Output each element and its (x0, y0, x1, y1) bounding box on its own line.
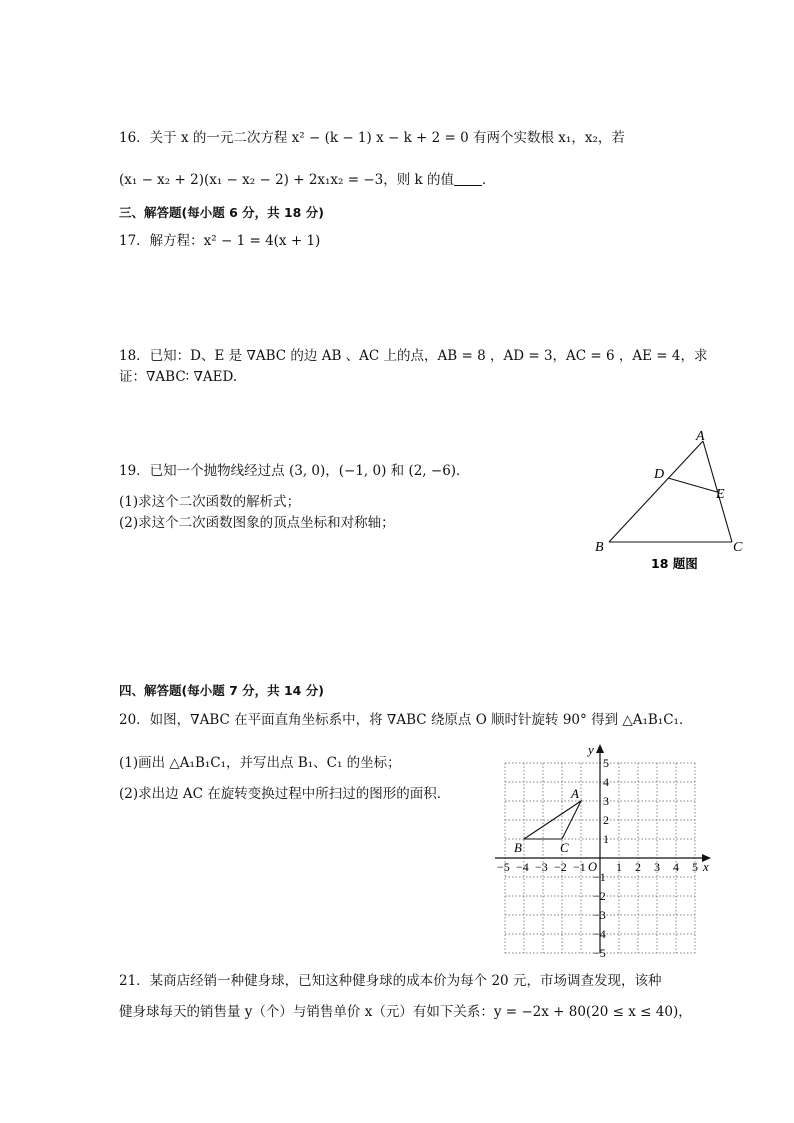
x-tick-label: −2 (554, 860, 567, 874)
q16-line-2-text: (x₁ − x₂ + 2)(x₁ − x₂ − 2) + 2x₁x₂ = −3，则 k 的值 (119, 172, 455, 188)
x-tick-label: 2 (635, 860, 641, 874)
x-tick-label: 4 (673, 860, 679, 874)
fig18-segment-de (668, 478, 717, 492)
q17-text: 17．解方程：x² − 1 = 4(x + 1) (119, 233, 321, 249)
y-tick-label: −4 (593, 927, 606, 941)
section-4-title: 四、解答题(每小题 7 分，共 14 分) (119, 683, 324, 698)
q20-stem: 20．如图，∇ABC 在平面直角坐标系中，将 ∇ABC 绕原点 O 顺时针旋转 90° 得到 △A₁B₁C₁． (119, 712, 693, 728)
q18-line-2: 证：∇ABC∶ ∇AED. (119, 369, 238, 385)
y-tick-label: −2 (593, 889, 606, 903)
y-tick-label: −1 (593, 870, 606, 884)
y-tick-label: 5 (603, 756, 609, 770)
x-tick-label: −5 (497, 860, 510, 874)
q16-line-2 (119, 171, 496, 189)
x-tick-label: 5 (692, 860, 698, 874)
y-tick-label: −3 (593, 908, 606, 922)
fig20-y-axis-arrow (596, 744, 604, 753)
q21-line-2: 健身球每天的销售量 y（个）与销售单价 x（元）有如下关系：y = −2x + 80(20 ≤ x ≤ 40)， (119, 1004, 692, 1020)
figure-18-triangle (585, 420, 760, 580)
fig20-x-axis-label: x (703, 859, 709, 874)
x-tick-label: −4 (516, 860, 529, 874)
fig18-label-e: E (716, 487, 725, 502)
q20-part-1: (1)画出 △A₁B₁C₁，并写出点 B₁、C₁ 的坐标； (119, 755, 401, 771)
fig18-label-b: B (595, 540, 604, 555)
q16-line-2-end: ． (482, 172, 496, 188)
q18-line-1: 18．已知：D、E 是 ∇ABC 的边 AB 、AC 上的点，AB = 8 ，AD = 3，AC = 6 ，AE = 4，求 (119, 348, 708, 364)
fig18-edge-ab (609, 441, 703, 542)
fig20-point-b-label: B (514, 840, 522, 855)
x-tick-label: −1 (573, 860, 586, 874)
section-3-title: 三、解答题(每小题 6 分，共 18 分) (119, 205, 324, 220)
fig18-label-c: C (733, 540, 743, 555)
y-tick-label: −5 (593, 946, 606, 960)
x-tick-label: 3 (654, 860, 660, 874)
fig18-label-a: A (696, 429, 705, 444)
y-tick-label: 2 (603, 813, 609, 827)
fig20-y-axis-label: y (588, 742, 594, 757)
q20-part-2: (2)求出边 AC 在旋转变换过程中所扫过的图形的面积． (119, 786, 451, 802)
fig20-origin-label: O (588, 860, 598, 874)
x-tick-label: 1 (616, 860, 622, 874)
y-tick-label: 1 (603, 832, 609, 846)
q19-part-2: (2)求这个二次函数图象的顶点坐标和对称轴； (119, 515, 395, 531)
fig18-caption: 18 题图 (651, 556, 698, 571)
y-tick-label: 3 (603, 794, 609, 808)
fig20-point-a-label: A (571, 786, 579, 801)
q16-line-1: 16．关于 x 的一元二次方程 x² − (k − 1) x − k + 2 = 0 有两个实数根 x₁，x₂，若 (119, 130, 625, 146)
answer-blank[interactable] (454, 171, 482, 186)
q19-stem: 19．已知一个抛物线经过点 (3, 0)，(−1, 0) 和 (2, −6)． (119, 463, 470, 479)
x-tick-label: −3 (535, 860, 548, 874)
q19-part-1: (1)求这个二次函数的解析式； (119, 494, 301, 510)
fig20-point-c-label: C (560, 840, 569, 855)
fig18-label-d: D (654, 467, 665, 482)
y-tick-label: 4 (603, 775, 609, 789)
figure-20-coordinate-grid (485, 738, 725, 963)
q21-line-1: 21．某商店经销一种健身球，已知这种健身球的成本价为每个 20 元，市场调查发现，该种 (119, 973, 662, 989)
